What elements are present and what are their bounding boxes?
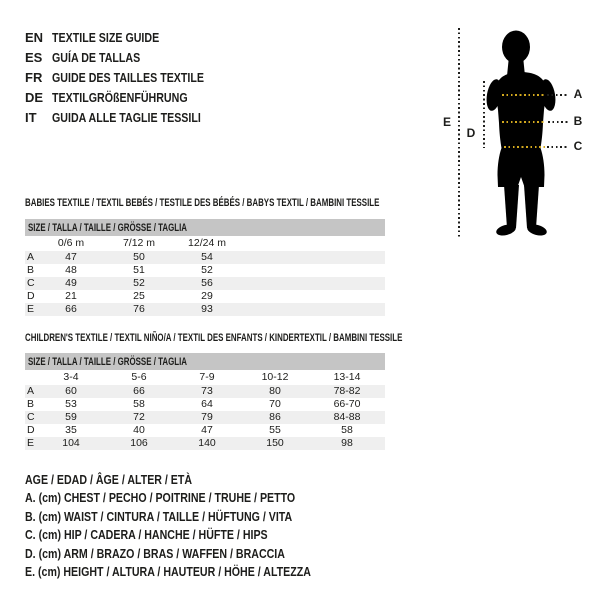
table-row: [25, 385, 385, 398]
cell: 29: [201, 290, 213, 302]
babies-section-title: BABIES TEXTILE / TEXTIL BEBÉS / TESTILE DES BÉBÉS / BABYS TEXTIL / BAMBINI TESSILE: [25, 197, 380, 209]
babies-size-table: [25, 219, 385, 316]
cell: 150: [266, 437, 284, 449]
table-row: [25, 411, 385, 424]
cell: 78-82: [333, 385, 361, 397]
cell: 35: [65, 424, 77, 436]
row-label: A: [27, 385, 35, 397]
cell: 52: [133, 277, 145, 289]
measurement-figure: [440, 24, 600, 244]
babies-size-header: SIZE / TALLA / TAILLE / GRÖSSE / TAGLIA: [25, 219, 385, 236]
cell: 40: [133, 424, 145, 436]
cell: 104: [62, 437, 80, 449]
cell: 47: [65, 251, 77, 263]
cell: 58: [133, 398, 145, 410]
legend-item-waist: B. (cm) WAIST / CINTURA / TAILLE / HÜFTUNG / VITA: [25, 509, 293, 524]
cell: 76: [133, 303, 145, 315]
language-row-fr: [25, 68, 237, 88]
table-row: [25, 303, 385, 316]
measure-label-c: C: [573, 139, 583, 153]
cell: 98: [341, 437, 353, 449]
children-size-header: SIZE / TALLA / TAILLE / GRÖSSE / TAGLIA: [25, 353, 385, 370]
row-label: B: [27, 264, 35, 276]
cell: 21: [65, 290, 77, 302]
chest-measure-line-a-leader: [547, 94, 569, 96]
row-label: C: [27, 411, 35, 423]
row-label: E: [27, 437, 35, 449]
cell: 80: [269, 385, 281, 397]
legend-item-height: E. (cm) HEIGHT / ALTURA / HAUTEUR / HÖHE / ALTEZZA: [25, 564, 311, 579]
language-row-es: [25, 48, 237, 68]
cell: 52: [201, 264, 213, 276]
cell: 106: [130, 437, 148, 449]
table-row: [25, 437, 385, 450]
cell: 50: [133, 251, 145, 263]
hip-measure-line-c-leader: [547, 146, 569, 148]
language-label: GUÍA DE TALLAS: [52, 50, 141, 65]
table-row: [25, 277, 385, 290]
cell: 86: [269, 411, 281, 423]
row-label: A: [27, 251, 35, 263]
cell: 58: [341, 424, 353, 436]
legend-item-arm: D. (cm) ARM / BRAZO / BRAS / WAFFEN / BRACCIA: [25, 546, 285, 561]
table-row: [25, 251, 385, 264]
chest-measure-line-a-body: [502, 94, 545, 96]
children-column-headers: [25, 370, 385, 385]
cell: 54: [201, 251, 213, 263]
language-row-en: [25, 28, 237, 48]
column-header: 13-14: [333, 371, 361, 383]
row-label: D: [27, 424, 35, 436]
language-code: DE: [25, 90, 44, 105]
cell: 48: [65, 264, 77, 276]
cell: 47: [201, 424, 213, 436]
babies-column-headers: [25, 236, 385, 251]
row-label: C: [27, 277, 35, 289]
language-row-it: [25, 108, 237, 128]
cell: 59: [65, 411, 77, 423]
legend-age-line: AGE / EDAD / ÂGE / ALTER / ETÀ: [25, 473, 193, 487]
measure-label-a: A: [573, 87, 583, 101]
column-header: 10-12: [261, 371, 289, 383]
column-header: 0/6 m: [57, 237, 85, 249]
language-label: GUIDE DES TAILLES TEXTILE: [52, 70, 205, 85]
column-header: 7/12 m: [122, 237, 156, 249]
cell: 51: [133, 264, 145, 276]
measurement-legend: [25, 471, 361, 581]
cell: 66-70: [333, 398, 361, 410]
language-label: TEXTILE SIZE GUIDE: [52, 30, 160, 45]
table-row: [25, 264, 385, 277]
language-list: [25, 28, 237, 128]
cell: 84-88: [333, 411, 361, 423]
column-header: 3-4: [63, 371, 79, 383]
cell: 49: [65, 277, 77, 289]
measure-label-e: E: [442, 115, 451, 129]
cell: 72: [133, 411, 145, 423]
language-code: IT: [25, 110, 37, 125]
row-label: D: [27, 290, 35, 302]
children-section-title: CHILDREN'S TEXTILE / TEXTIL NIÑO/A / TEXTIL DES ENFANTS / KINDERTEXTIL / BAMBINI TESSILE: [25, 332, 403, 344]
cell: 60: [65, 385, 77, 397]
cell: 56: [201, 277, 213, 289]
cell: 140: [198, 437, 216, 449]
measure-label-b: B: [573, 114, 583, 128]
cell: 66: [133, 385, 145, 397]
cell: 55: [269, 424, 281, 436]
cell: 25: [133, 290, 145, 302]
cell: 70: [269, 398, 281, 410]
column-header: 5-6: [131, 371, 147, 383]
measure-label-d: D: [466, 126, 476, 140]
language-code: EN: [25, 30, 44, 45]
column-header: 7-9: [199, 371, 215, 383]
arm-measure-line-d: [483, 81, 485, 148]
legend-item-hip: C. (cm) HIP / CADERA / HANCHE / HÜFTE / HIPS: [25, 528, 268, 543]
hip-measure-line-c-body: [504, 146, 545, 148]
cell: 93: [201, 303, 213, 315]
waist-measure-line-b-leader: [548, 121, 569, 123]
table-row: [25, 398, 385, 411]
cell: 64: [201, 398, 213, 410]
waist-measure-line-b-body: [502, 121, 546, 123]
table-row: [25, 424, 385, 437]
cell: 73: [201, 385, 213, 397]
children-size-table: [25, 353, 385, 450]
column-header: 12/24 m: [188, 237, 226, 249]
row-label: B: [27, 398, 35, 410]
language-row-de: [25, 88, 237, 108]
language-label: TEXTILGRÖßENFÜHRUNG: [52, 90, 188, 105]
legend-item-chest: A. (cm) CHEST / PECHO / POITRINE / TRUHE / PETTO: [25, 491, 296, 506]
cell: 79: [201, 411, 213, 423]
language-code: ES: [25, 50, 43, 65]
row-label: E: [27, 303, 35, 315]
language-code: FR: [25, 70, 43, 85]
table-row: [25, 290, 385, 303]
cell: 66: [65, 303, 77, 315]
cell: 53: [65, 398, 77, 410]
language-label: GUIDA ALLE TAGLIE TESSILI: [52, 110, 201, 125]
